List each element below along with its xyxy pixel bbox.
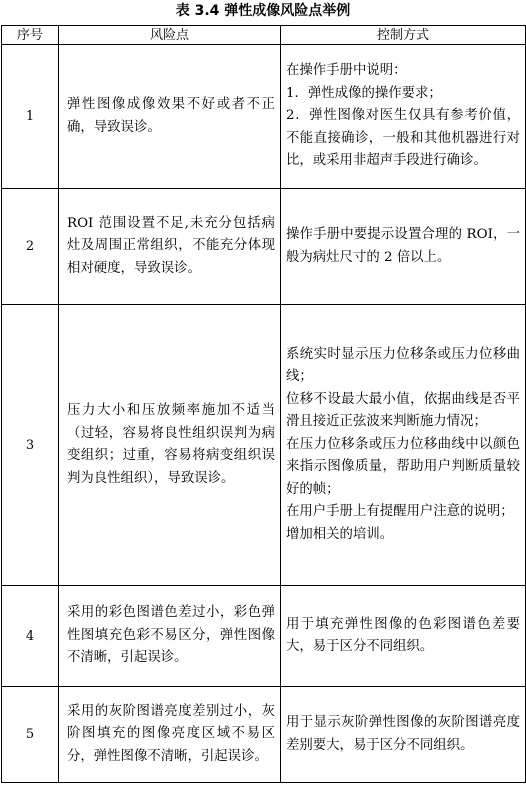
control-cell <box>281 189 526 305</box>
risk-cell <box>59 586 281 687</box>
row-number: 4 <box>2 586 59 687</box>
risk-text: 采用的彩色图谱色差过小，彩色弹性图填充色彩不易区分，弹性图像不清晰，引起误诊。 <box>67 605 275 666</box>
control-cell <box>281 687 526 783</box>
risk-cell <box>59 687 281 783</box>
header-risk-point: 风险点 <box>59 26 281 45</box>
row-number: 2 <box>2 189 59 305</box>
header-index: 序号 <box>2 26 59 45</box>
table-row <box>2 586 526 687</box>
risk-text: 弹性图像成像效果不好或者不正确，导致误诊。 <box>67 97 275 135</box>
risk-cell <box>59 305 281 586</box>
control-line: 操作手册中要提示设置合理的 ROI，一般为病灶尺寸的 2 倍以上。 <box>286 227 520 265</box>
control-cell <box>281 45 526 189</box>
control-line: 增加相关的培训。 <box>286 526 394 542</box>
table-row <box>2 189 526 305</box>
table-header-row <box>2 26 526 45</box>
control-line: 1．弹性成像的操作要求； <box>286 85 442 101</box>
risk-cell <box>59 189 281 305</box>
row-number: 5 <box>2 687 59 783</box>
header-control-method: 控制方式 <box>281 26 526 45</box>
control-line: 用于显示灰阶弹性图像的灰阶图谱亮度差别要大，易于区分不同组织。 <box>286 715 520 753</box>
control-cell <box>281 586 526 687</box>
table-caption: 表 3.4 弹性成像风险点举例 <box>175 3 351 19</box>
risk-text: ROI 范围设置不足,未充分包括病灶及周围正常组织，不能充分体现相对硬度，导致误诊。 <box>67 215 275 276</box>
row-number: 3 <box>2 305 59 586</box>
table-row <box>2 687 526 783</box>
control-line: 在用户手册上有提醒用户注意的说明； <box>286 504 514 520</box>
row-number: 1 <box>2 45 59 189</box>
risk-table <box>1 25 526 783</box>
control-line: 系统实时显示压力位移条或压力位移曲线； <box>286 346 520 385</box>
control-line: 在操作手册中说明： <box>286 63 407 79</box>
risk-text: 采用的灰阶图谱亮度差别过小，灰阶图填充的图像亮度区域不易区分，弹性图像不清晰，引起误诊。 <box>67 703 275 764</box>
control-cell <box>281 305 526 586</box>
table-row <box>2 45 526 189</box>
control-line: 位移不设最大最小值，依据曲线是否平滑且接近正弦波来判断施力情况； <box>286 391 520 430</box>
risk-cell <box>59 45 281 189</box>
control-line: 用于填充弹性图像的色彩图谱色差要大，易于区分不同组织。 <box>286 616 520 654</box>
control-line: 2．弹性图像对医生仅具有参考价值，不能直接确诊，一般和其他机器进行对比，或采用非超声手段进行确诊。 <box>286 108 520 169</box>
table-row <box>2 305 526 586</box>
risk-text: 压力大小和压放频率施加不适当（过轻，容易将良性组织误判为病变组织；过重，容易将病变组织误判为良性组织），导致误诊。 <box>67 403 275 486</box>
control-line: 在压力位移条或压力位移曲线中以颜色来指示图像质量，帮助用户判断质量较好的帧； <box>286 436 520 497</box>
